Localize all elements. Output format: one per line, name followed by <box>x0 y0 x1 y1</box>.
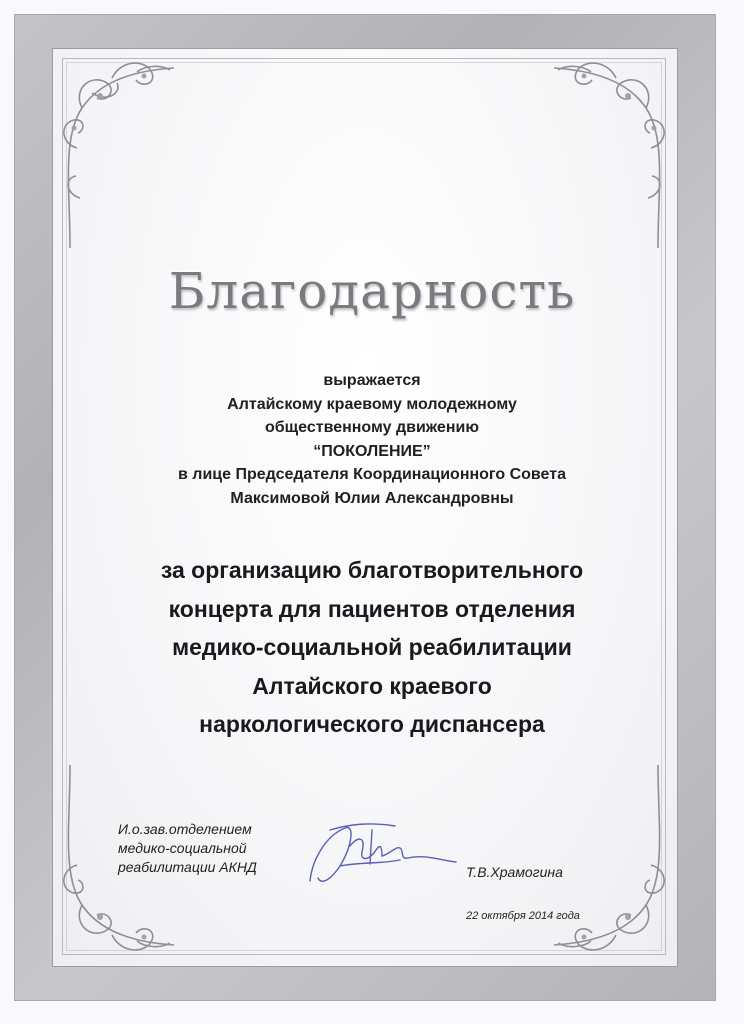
signatory-position-line: реабилитации АКНД <box>118 859 257 875</box>
corner-ornament-top-right <box>546 48 676 258</box>
signatory-position-line: медико-социальной <box>118 840 247 856</box>
certificate-date: 22 октября 2014 года <box>466 910 580 922</box>
corner-ornament-top-left <box>52 48 182 258</box>
reason-line: за организацию благотворительного <box>160 557 584 583</box>
reason-line: концерта для пациентов отделения <box>168 595 576 622</box>
reason-block <box>0 551 744 744</box>
intro-line: в лице Председателя Координационного Совета <box>178 466 566 483</box>
reason-line: наркологического диспансера <box>199 711 545 737</box>
intro-block <box>0 369 744 510</box>
intro-line: общественному движению <box>265 419 479 436</box>
reason-line: Алтайского краевого <box>252 672 492 699</box>
handwritten-signature <box>300 816 460 896</box>
signatory-position-line: И.о.зав.отделением <box>118 821 252 837</box>
corner-ornament-bottom-right <box>546 755 676 965</box>
intro-line: выражается <box>323 372 421 389</box>
signatory-position <box>118 820 257 877</box>
intro-line: “ПОКОЛЕНИЕ” <box>313 442 431 460</box>
signatory-name: Т.В.Храмогина <box>466 864 563 880</box>
intro-line: Алтайскому краевому молодежному <box>227 395 517 413</box>
reason-line: медико-социальной реабилитации <box>172 634 572 660</box>
certificate-title: Благодарность <box>168 262 576 320</box>
intro-line: Максимовой Юлии Александровны <box>230 489 514 507</box>
